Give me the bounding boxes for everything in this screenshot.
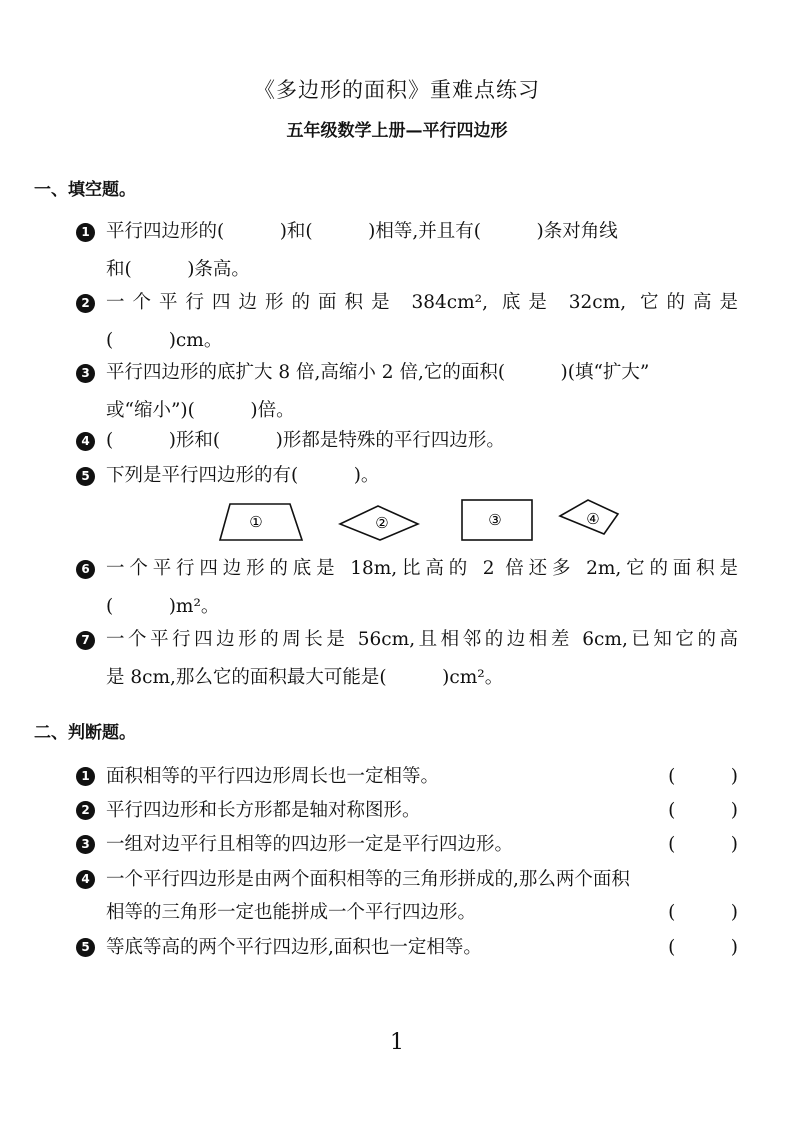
fill-question-1 [76,213,738,289]
fill-question-3 [76,354,738,430]
question-line: 或“缩小”)( )倍。 [106,400,295,421]
question-line: 一个平行四边形的周长是 56cm,且相邻的边相差 6cm,已知它的高 [106,629,738,650]
fill-question-5 [76,457,738,495]
judge-question-3 [76,828,738,861]
number-badge: 1 [76,767,95,786]
number-badge: 7 [76,631,95,650]
shape-label-1: ① [249,513,263,531]
shape-figures [210,494,630,554]
question-line: 平行四边形的底扩大 8 倍,高缩小 2 倍,它的面积( )(填“扩大” [106,362,650,383]
section-judge-heading: 二、判断题。 [34,723,136,743]
shape-label-4: ④ [586,510,600,528]
question-line: 一个平行四边形的面积是 384cm², 底是 32cm, 它的高是 [106,292,738,313]
answer-parentheses: ( ) [668,834,738,855]
question-line: 面积相等的平行四边形周长也一定相等。 [106,766,440,787]
page-subtitle: 五年级数学上册—平行四边形 [286,121,508,141]
number-badge: 4 [76,432,95,451]
shape-label-3: ③ [488,511,502,529]
section-fill-heading: 一、填空题。 [34,180,136,200]
judge-question-2 [76,794,738,827]
question-line: 等底等高的两个平行四边形,面积也一定相等。 [106,937,482,958]
number-badge: 4 [76,870,95,889]
fill-question-7 [76,621,738,697]
answer-parentheses: ( ) [668,766,738,787]
question-line: 一个平行四边形是由两个面积相等的三角形拼成的,那么两个面积 [106,869,630,890]
fill-question-6 [76,550,738,626]
number-badge: 5 [76,938,95,957]
question-line: ( )cm。 [106,330,223,351]
question-line: 是 8cm,那么它的面积最大可能是( )cm²。 [106,667,504,688]
fill-question-4 [76,422,738,460]
fill-question-2 [76,284,738,360]
question-line: 平行四边形和长方形都是轴对称图形。 [106,800,421,821]
question-line: 相等的三角形一定也能拼成一个平行四边形。 [106,902,477,923]
judge-question-4 [76,863,738,929]
answer-parentheses: ( ) [668,800,738,821]
question-line: 平行四边形的( )和( )相等,并且有( )条对角线 [106,221,618,242]
question-line: 下列是平行四边形的有( )。 [106,465,380,486]
judge-question-5 [76,931,738,964]
question-line: ( )m²。 [106,596,220,617]
answer-parentheses: ( ) [668,902,738,923]
question-line: 一组对边平行且相等的四边形一定是平行四边形。 [106,834,514,855]
page-title: 《多边形的面积》重难点练习 [254,78,540,102]
page-number: 1 [390,1030,404,1055]
number-badge: 1 [76,223,95,242]
question-line: 一个平行四边形的底是 18m,比高的 2 倍还多 2m,它的面积是 [106,558,738,579]
number-badge: 2 [76,294,95,313]
number-badge: 6 [76,560,95,579]
answer-parentheses: ( ) [668,937,738,958]
question-line: ( )形和( )形都是特殊的平行四边形。 [106,430,505,451]
number-badge: 3 [76,364,95,383]
question-line: 和( )条高。 [106,259,250,280]
number-badge: 5 [76,467,95,486]
shape-label-2: ② [375,514,389,532]
number-badge: 2 [76,801,95,820]
judge-question-1 [76,760,738,793]
number-badge: 3 [76,835,95,854]
